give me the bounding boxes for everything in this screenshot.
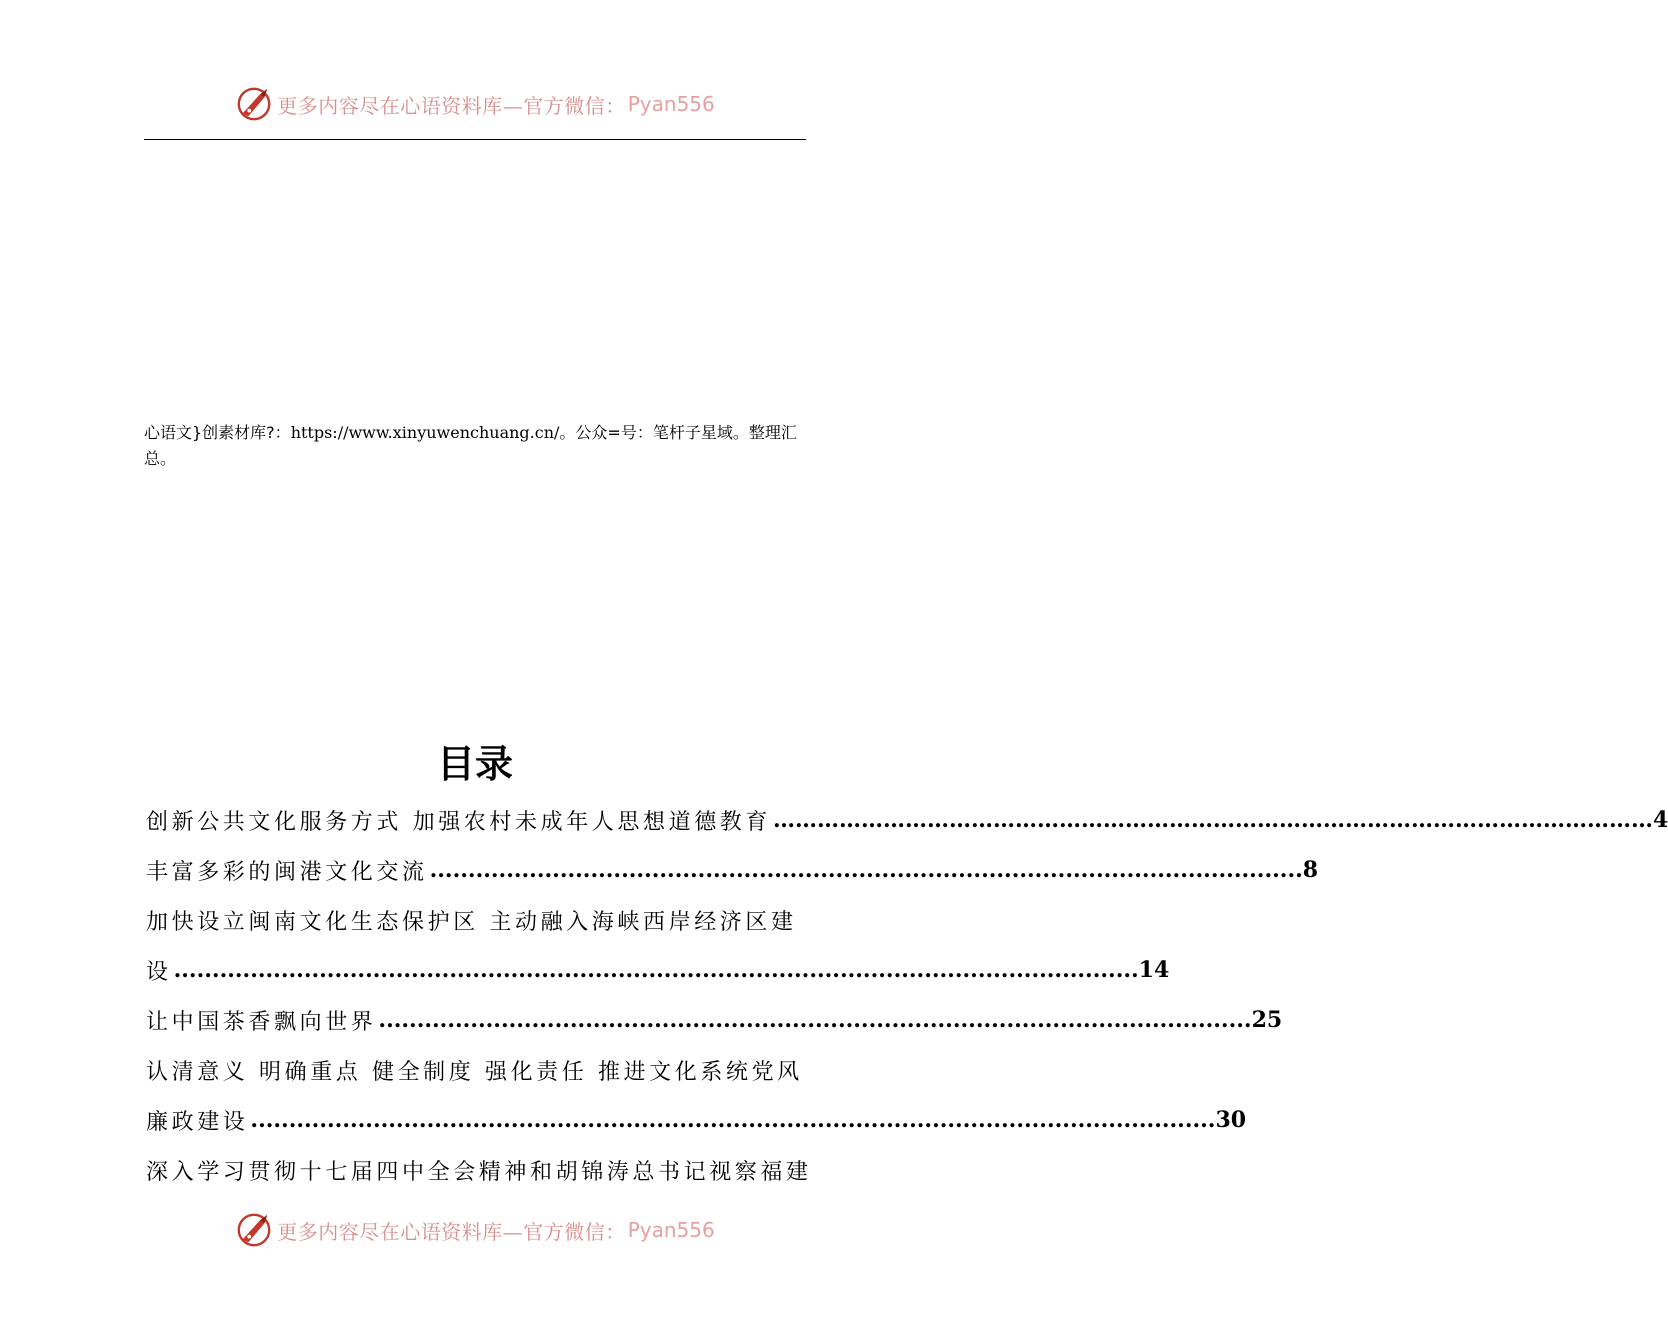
- toc-leader-dots: ..............................................................................................................................: [250, 1107, 1216, 1133]
- toc-entry[interactable]: [146, 1145, 812, 1195]
- pen-logo-icon: [235, 85, 273, 123]
- header-banner: [0, 84, 950, 124]
- footer-banner: [0, 1210, 950, 1250]
- toc-entry-title: 加快设立闽南文化生态保护区 主动融入海峡西岸经济区建: [146, 909, 797, 935]
- toc-entry-title: 创新公共文化服务方式 加强农村未成年人思想道德教育: [146, 809, 771, 835]
- toc-leader-dots: …………………………………………………………………………………………………………: [773, 807, 1653, 833]
- note-url: https://www.xinyuwenchuang.cn/: [290, 423, 560, 442]
- toc-entry[interactable]: [146, 1045, 1247, 1145]
- toc-entry-title: 丰富多彩的闽港文化交流: [146, 859, 428, 885]
- toc-leader-dots: ..................................................................................................................: [429, 857, 1303, 883]
- note-prefix: 心语文}创素材库?：: [144, 423, 291, 442]
- toc-entry[interactable]: [146, 795, 1668, 845]
- pen-logo-icon: [235, 1211, 273, 1249]
- toc-leader-dots: ..............................................................................................................................: [173, 957, 1139, 983]
- toc-entry-title: 认清意义 明确重点 健全制度 强化责任 推进文化系统党风: [146, 1059, 803, 1085]
- table-of-contents: [146, 795, 1668, 1195]
- header-rule: [144, 139, 806, 140]
- toc-leader-dots: ..................................................................................................................: [378, 1007, 1252, 1033]
- toc-page-number: 25: [1251, 1007, 1283, 1033]
- toc-page-number: 4: [1653, 807, 1668, 833]
- toc-entry[interactable]: [146, 995, 1283, 1045]
- toc-entry-title-cont: 廉政建设: [146, 1109, 249, 1135]
- toc-entry-title-cont: 设: [146, 959, 172, 985]
- header-banner-id: Pyan556: [627, 92, 715, 116]
- source-note: [144, 420, 808, 472]
- footer-banner-id: Pyan556: [627, 1218, 715, 1242]
- toc-entry[interactable]: [146, 895, 1170, 995]
- header-banner-text: 更多内容尽在心语资料库—官方微信：: [277, 93, 626, 118]
- footer-banner-text: 更多内容尽在心语资料库—官方微信：: [277, 1219, 626, 1244]
- toc-entry-title: 深入学习贯彻十七届四中全会精神和胡锦涛总书记视察福建: [146, 1159, 812, 1185]
- toc-page-number: 14: [1138, 957, 1170, 983]
- toc-entry-title: 让中国茶香飘向世界: [146, 1009, 377, 1035]
- toc-page-number: 8: [1302, 857, 1319, 883]
- note-suffix: 。公众=号：笔杆子星域。整理汇总。: [144, 423, 797, 468]
- toc-page-number: 30: [1215, 1107, 1247, 1133]
- toc-title: 目录: [436, 741, 513, 786]
- toc-entry[interactable]: [146, 845, 1319, 895]
